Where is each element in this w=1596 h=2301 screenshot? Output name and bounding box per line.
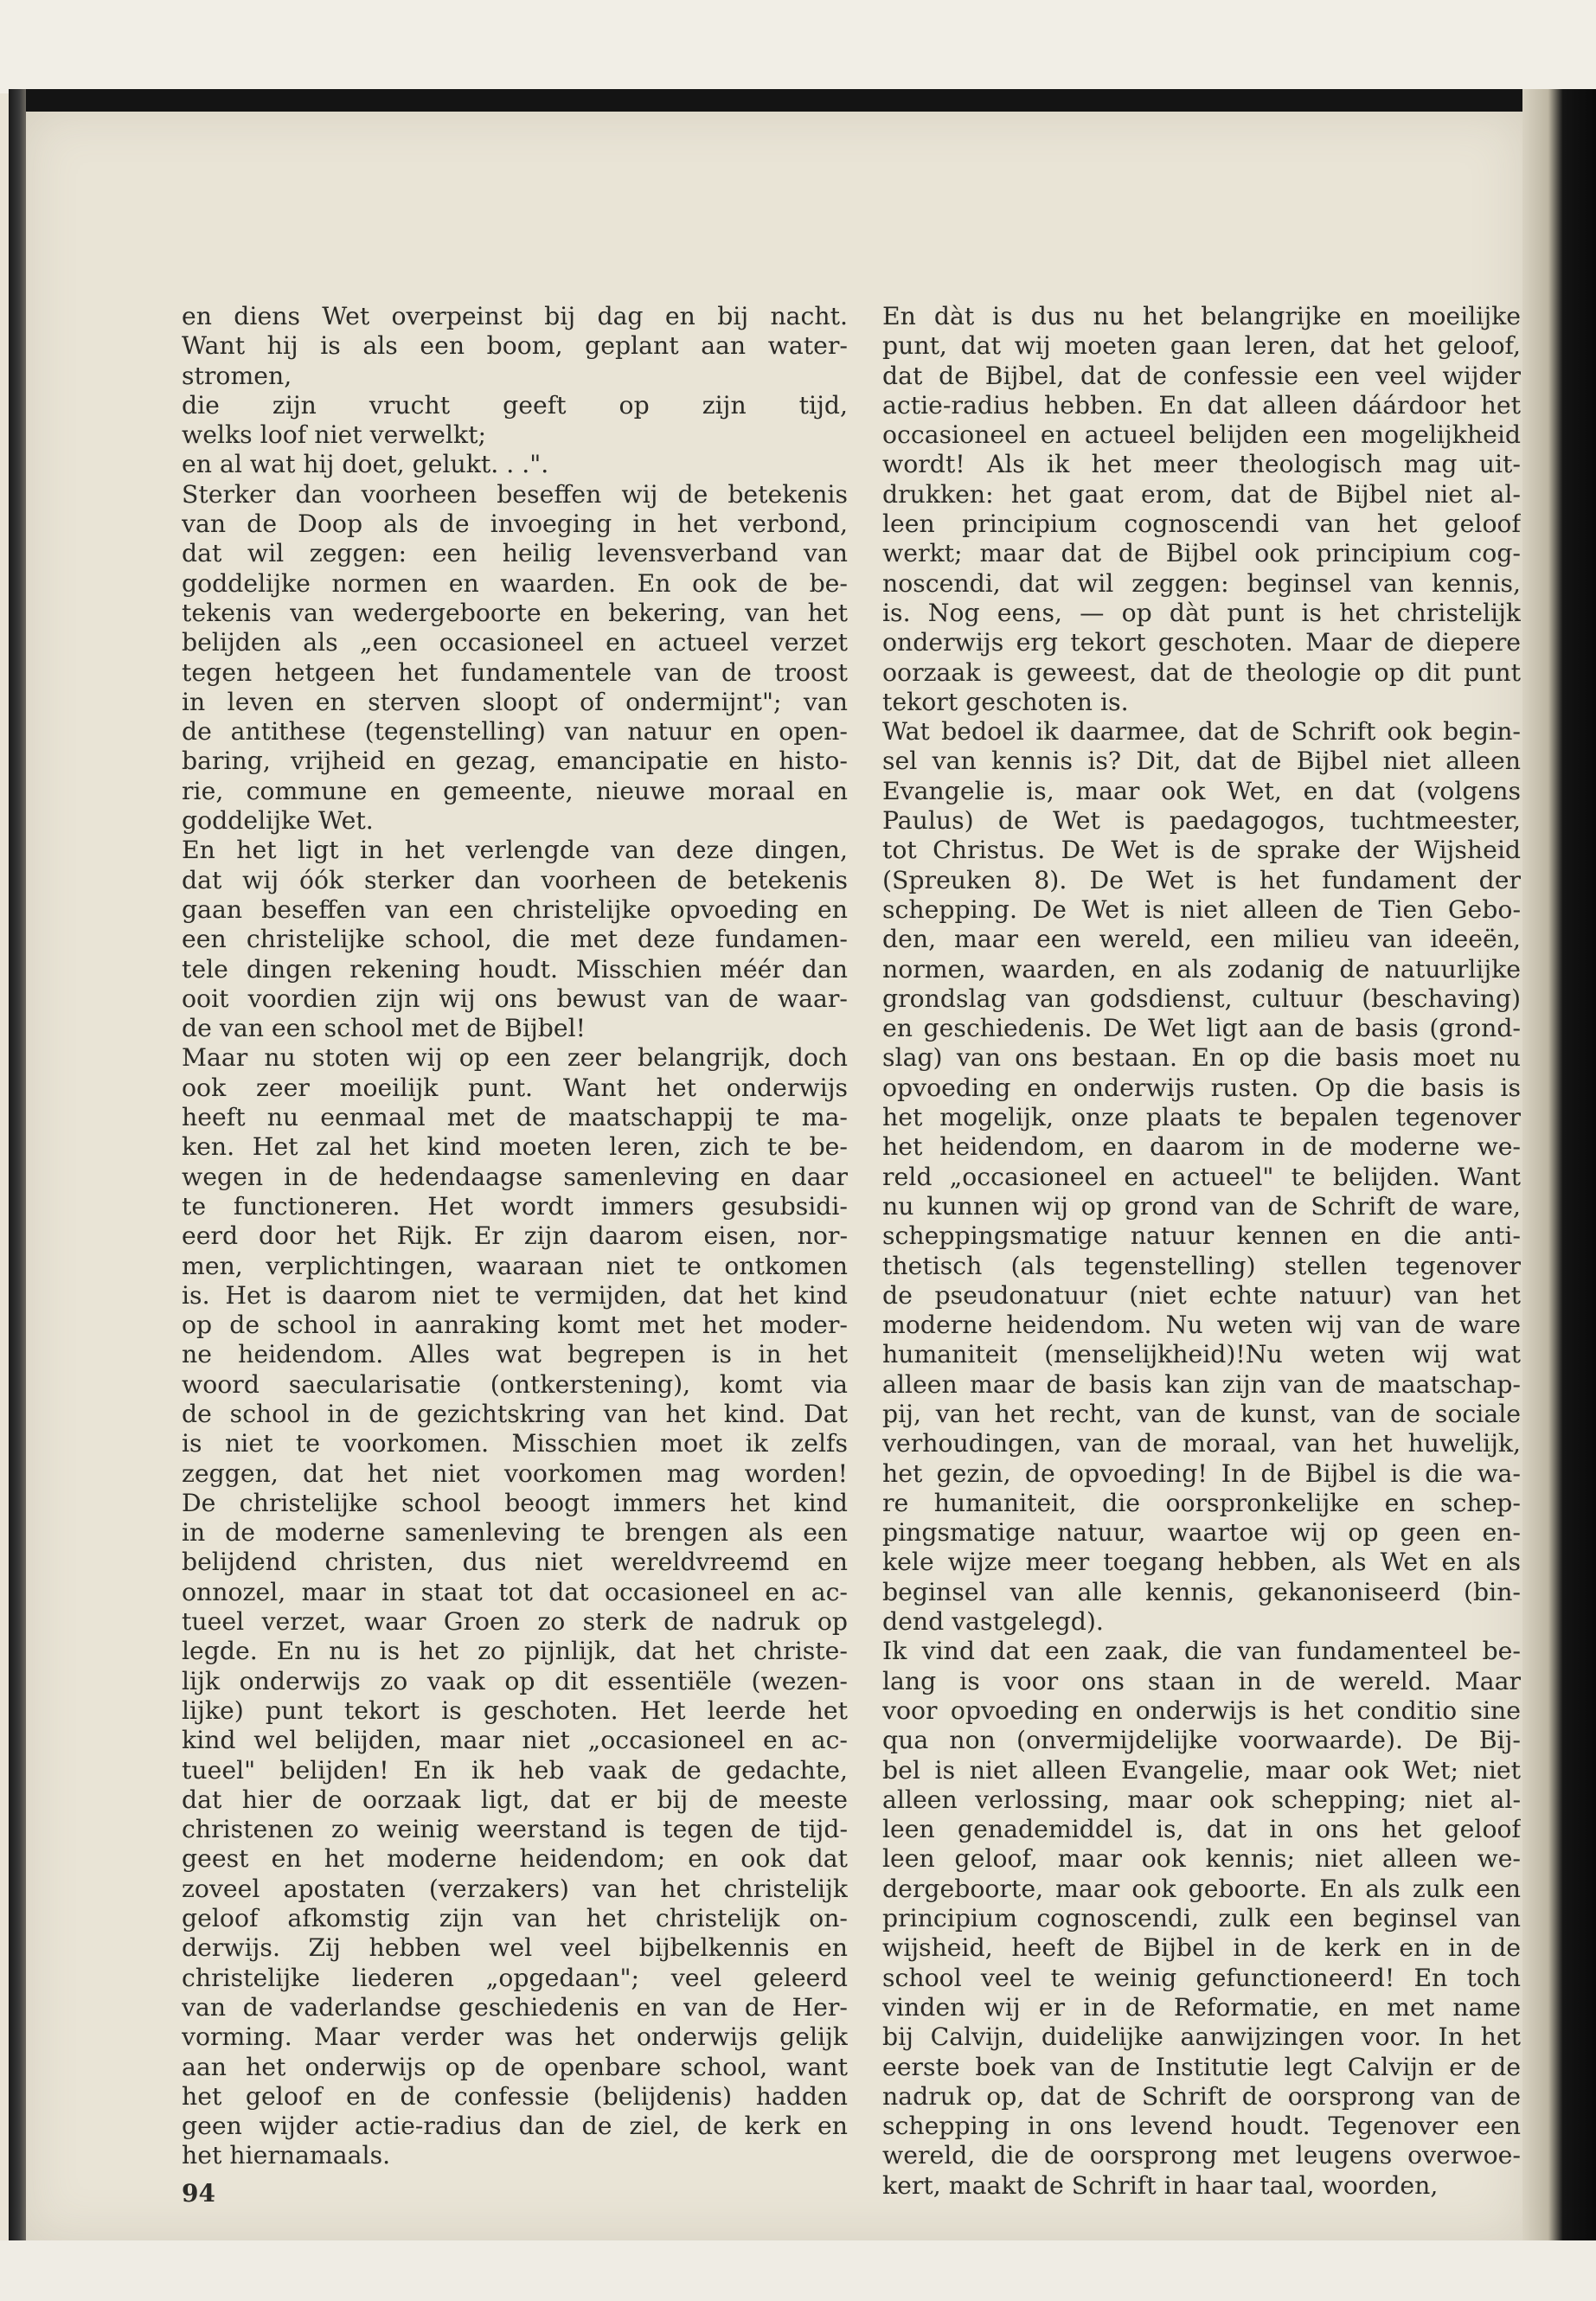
left-column-line: zeggen, dat het niet voorkomen mag worden! (182, 1458, 848, 1488)
right-column-line: leen principium cognoscendi van het geloof (882, 510, 1521, 539)
left-column-line: derwijs. Zij hebben wel veel bijbelkennis en (182, 1933, 848, 1963)
left-column-line: geest en het moderne heidendom; en ook dat (182, 1844, 848, 1874)
left-column-line: in leven en sterven sloopt of ondermijnt"; van (182, 687, 848, 716)
right-column-line: leen geloof, maar ook kennis; niet alleen we- (882, 1844, 1521, 1874)
right-column-line: en geschiedenis. De Wet ligt aan de basis (grond- (882, 1014, 1521, 1043)
scan-background-top (0, 0, 1596, 93)
right-column-line: sel van kennis is? Dit, dat de Bijbel niet alleen (882, 747, 1521, 776)
right-column-line: onderwijs erg tekort geschoten. Maar de diepere (882, 628, 1521, 657)
right-column-line: tekort geschoten is. (882, 687, 1129, 716)
right-column-line: pingsmatige natuur, waartoe wij op geen en- (882, 1518, 1521, 1548)
left-column-line: het geloof en de confessie (belijdenis) hadden (182, 2081, 848, 2111)
left-column-line: vorming. Maar verder was het onderwijs gelijk (182, 2022, 848, 2052)
scan-frame-right (1522, 89, 1596, 2301)
left-column-line: baring, vrijheid en gezag, emancipatie en histo- (182, 747, 848, 776)
left-column-line: van de vaderlandse geschiedenis en van de Her- (182, 1992, 848, 2022)
right-column-line: den, maar een wereld, een milieu van ideeën, (882, 925, 1521, 954)
left-column-line: geen wijder actie-radius dan de ziel, de kerk en (182, 2112, 848, 2141)
left-column-line: van de Doop als de invoeging in het verbond, (182, 510, 848, 539)
left-column-line: en al wat hij doet, gelukt. . .". (182, 450, 549, 479)
left-column-line: lijk onderwijs zo vaak op dit essentiële (wezen- (182, 1666, 848, 1695)
scan-frame-left (9, 89, 26, 2252)
right-column-line: opvoeding en onderwijs rusten. Op die basis is (882, 1073, 1521, 1102)
left-column-line: dat hier de oorzaak ligt, dat er bij de meeste (182, 1785, 848, 1814)
left-column-line: op de school in aanraking komt met het moder- (182, 1311, 848, 1340)
right-column-line: lang is voor ons staan in de wereld. Maar (882, 1666, 1521, 1695)
left-column-line: aan het onderwijs op de openbare school, want (182, 2052, 848, 2081)
right-column-line: noscendi, dat wil zeggen: beginsel van kennis, (882, 568, 1521, 598)
right-column-line: wijsheid, heeft de Bijbel in de kerk en in de (882, 1933, 1521, 1963)
right-column-line: oorzaak is geweest, dat de theologie op dit punt (882, 657, 1521, 687)
left-column-line: tekenis van wedergeboorte en bekering, van het (182, 598, 848, 627)
left-column-line: belijdend christen, dus niet wereldvreemd en (182, 1548, 848, 1577)
left-column-line: in de moderne samenleving te brengen als een (182, 1518, 848, 1548)
left-column-line: En het ligt in het verlengde van deze dingen, (182, 836, 848, 865)
left-column-line: tele dingen rekening houdt. Misschien méér dan (182, 954, 848, 984)
left-column-line: geloof afkomstig zijn van het christelijk on- (182, 1904, 848, 1933)
right-column-line: reld „occasioneel en actueel" te belijden. Want (882, 1162, 1521, 1191)
right-column-line: bel is niet alleen Evangelie, maar ook Wet; niet (882, 1755, 1521, 1785)
left-column-line: christelijke liederen „opgedaan"; veel geleerd (182, 1963, 848, 1992)
left-column-line: dat wil zeggen: een heilig levensverband van (182, 539, 848, 568)
left-column-line: belijden als „een occasioneel en actueel verzet (182, 628, 848, 657)
left-column-line: en diens Wet overpeinst bij dag en bij nacht. (182, 302, 848, 330)
right-column-line: dergeboorte, maar ook geboorte. En als zulk een (882, 1874, 1521, 1903)
right-column-line: verhoudingen, van de moraal, van het huwelijk, (882, 1429, 1521, 1458)
left-column-line: de school in de gezichtskring van het kind. Dat (182, 1399, 848, 1428)
right-column-line: slag) van ons bestaan. En op die basis moet nu (882, 1043, 1521, 1073)
scan-frame-top (9, 89, 1596, 112)
left-text-column (182, 302, 848, 2171)
left-column-line: te functioneren. Het wordt immers gesubsidi- (182, 1191, 848, 1221)
left-column-line: stromen, (182, 361, 292, 390)
left-column-line: ooit voordien zijn wij ons bewust van de waar- (182, 984, 848, 1013)
left-column-line: onnozel, maar in staat tot dat occasioneel en ac- (182, 1577, 848, 1606)
left-column-line: dat wij óók sterker dan voorheen de betekenis (182, 865, 848, 894)
left-column-line: Sterker dan voorheen beseffen wij de betekenis (182, 479, 848, 509)
right-column-line: tot Christus. De Wet is de sprake der Wijsheid (882, 836, 1521, 865)
scan-background-bottom (0, 2240, 1596, 2301)
right-column-line: principium cognoscendi, zulk een beginsel van (882, 1904, 1521, 1933)
right-column-line: werkt; maar dat de Bijbel ook principium cog- (882, 539, 1521, 568)
left-column-line: de van een school met de Bijbel! (182, 1014, 586, 1043)
right-column-line: pij, van het recht, van de kunst, van de sociale (882, 1399, 1521, 1428)
right-column-line: is. Nog eens, — op dàt punt is het christelijk (882, 598, 1521, 627)
right-column-line: actie-radius hebben. En dat alleen dáárdoor het (882, 390, 1521, 420)
right-column-line: alleen verlossing, maar ook schepping; niet al- (882, 1785, 1521, 1814)
right-column-line: leen genademiddel is, dat in ons het geloof (882, 1815, 1521, 1844)
left-column-line: woord saecularisatie (ontkerstening), komt via (182, 1369, 848, 1399)
right-column-line: wordt! Als ik het meer theologisch mag uit- (882, 450, 1521, 479)
right-column-line: Ik vind dat een zaak, die van fundamenteel be- (882, 1637, 1521, 1666)
right-column-line: qua non (onvermijdelijke voorwaarde). De Bij- (882, 1726, 1521, 1755)
left-column-line: goddelijke Wet. (182, 806, 374, 836)
right-column-line: vinden wij er in de Reformatie, en met name (882, 1992, 1521, 2022)
left-column-line: kind wel belijden, maar niet „occasioneel en ac- (182, 1726, 848, 1755)
right-column-line: Paulus) de Wet is paedagogos, tuchtmeester, (882, 806, 1521, 836)
right-column-line: humaniteit (menselijkheid)!Nu weten wij wat (882, 1340, 1521, 1369)
right-column-line: de pseudonatuur (niet echte natuur) van het (882, 1280, 1521, 1310)
right-column-line: scheppingsmatige natuur kennen en die anti- (882, 1221, 1521, 1251)
left-column-line: rie, commune en gemeente, nieuwe moraal en (182, 776, 848, 805)
right-column-line: voor opvoeding en onderwijs is het conditio sine (882, 1695, 1521, 1725)
left-column-line: een christelijke school, die met deze fundamen- (182, 925, 848, 954)
page-number: 94 (182, 2179, 215, 2208)
left-column-line: Want hij is als een boom, geplant aan water- (182, 331, 848, 361)
left-column-line: Maar nu stoten wij op een zeer belangrijk, doch (182, 1043, 848, 1073)
right-column-line: schepping in ons levend houdt. Tegenover een (882, 2112, 1521, 2141)
right-column-line: bij Calvijn, duidelijke aanwijzingen voor. In het (882, 2022, 1521, 2052)
right-column-line: drukken: het gaat erom, dat de Bijbel niet al- (882, 479, 1521, 509)
right-column-line: Evangelie is, maar ook Wet, en dat (volgens (882, 776, 1521, 805)
right-column-line: beginsel van alle kennis, gekanoniseerd (bin- (882, 1577, 1521, 1606)
left-column-line: eerd door het Rijk. Er zijn daarom eisen, nor- (182, 1221, 848, 1251)
right-column-line: re humaniteit, die oorspronkelijke en schep- (882, 1488, 1521, 1517)
right-column-line: het heidendom, en daarom in de moderne we- (882, 1132, 1521, 1162)
left-column-line: het hiernamaals. (182, 2141, 391, 2170)
right-column-line: Wat bedoel ik daarmee, dat de Schrift ook begin- (882, 717, 1521, 747)
book-page (26, 112, 1522, 2240)
right-column-line: kert, maakt de Schrift in haar taal, woorden, (882, 2170, 1439, 2200)
right-column-line: schepping. De Wet is niet alleen de Tien Gebo- (882, 894, 1521, 924)
right-column-line: En dàt is dus nu het belangrijke en moeilijke (882, 302, 1521, 330)
left-column-line: ne heidendom. Alles wat begrepen is in het (182, 1340, 848, 1369)
left-column-line: christenen zo weinig weerstand is tegen de tijd- (182, 1815, 848, 1844)
right-column-line: punt, dat wij moeten gaan leren, dat het geloof, (882, 331, 1521, 361)
left-column-line: tegen hetgeen het fundamentele van de troost (182, 657, 848, 687)
right-column-line: kele wijze meer toegang hebben, als Wet en als (882, 1548, 1521, 1577)
left-column-line: die zijn vrucht geeft op zijn tijd, (182, 390, 848, 420)
right-column-line: alleen maar de basis kan zijn van de maatschap- (882, 1369, 1521, 1399)
left-column-line: heeft nu eenmaal met de maatschappij te ma- (182, 1103, 848, 1132)
right-column-line: dend vastgelegd). (882, 1607, 1104, 1637)
right-column-line: grondslag van godsdienst, cultuur (beschaving) (882, 984, 1521, 1013)
right-column-line: moderne heidendom. Nu weten wij van de ware (882, 1311, 1521, 1340)
right-column-line: het mogelijk, onze plaats te bepalen tegenover (882, 1103, 1521, 1132)
left-column-line: gaan beseffen van een christelijke opvoeding en (182, 894, 848, 924)
left-column-line: tueel" belijden! En ik heb vaak de gedachte, (182, 1755, 848, 1785)
right-text-column (882, 302, 1521, 2201)
right-column-line: nadruk op, dat de Schrift de oorsprong van de (882, 2081, 1521, 2111)
right-column-line: school veel te weinig gefunctioneerd! En toch (882, 1963, 1521, 1992)
left-column-line: men, verplichtingen, waaraan niet te ontkomen (182, 1251, 848, 1280)
right-column-line: dat de Bijbel, dat de confessie een veel wijder (882, 361, 1521, 390)
left-column-line: tueel verzet, waar Groen zo sterk de nadruk op (182, 1607, 848, 1637)
left-column-line: ken. Het zal het kind moeten leren, zich te be- (182, 1132, 848, 1162)
left-column-line: legde. En nu is het zo pijnlijk, dat het christe- (182, 1637, 848, 1666)
left-column-line: wegen in de hedendaagse samenleving en daar (182, 1162, 848, 1191)
right-column-line: (Spreuken 8). De Wet is het fundament der (882, 865, 1521, 894)
right-column-line: occasioneel en actueel belijden een mogelijkheid (882, 420, 1521, 450)
right-column-line: eerste boek van de Institutie legt Calvijn er de (882, 2052, 1521, 2081)
left-column-line: goddelijke normen en waarden. En ook de be- (182, 568, 848, 598)
right-column-line: nu kunnen wij op grond van de Schrift de ware, (882, 1191, 1521, 1221)
left-column-line: lijke) punt tekort is geschoten. Het leerde het (182, 1695, 848, 1725)
left-column-line: is niet te voorkomen. Misschien moet ik zelfs (182, 1429, 848, 1458)
right-column-line: thetisch (als tegenstelling) stellen tegenover (882, 1251, 1521, 1280)
left-column-line: De christelijke school beoogt immers het kind (182, 1488, 848, 1517)
right-column-line: wereld, die de oorsprong met leugens overwoe- (882, 2141, 1521, 2170)
right-column-line: het gezin, de opvoeding! In de Bijbel is die wa- (882, 1458, 1521, 1488)
right-column-line: normen, waarden, en als zodanig de natuurlijke (882, 954, 1521, 984)
left-column-line: de antithese (tegenstelling) van natuur en open- (182, 717, 848, 747)
left-column-line: zoveel apostaten (verzakers) van het christelijk (182, 1874, 848, 1903)
left-column-line: is. Het is daarom niet te vermijden, dat het kind (182, 1280, 848, 1310)
left-column-line: welks loof niet verwelkt; (182, 420, 486, 450)
left-column-line: ook zeer moeilijk punt. Want het onderwijs (182, 1073, 848, 1102)
